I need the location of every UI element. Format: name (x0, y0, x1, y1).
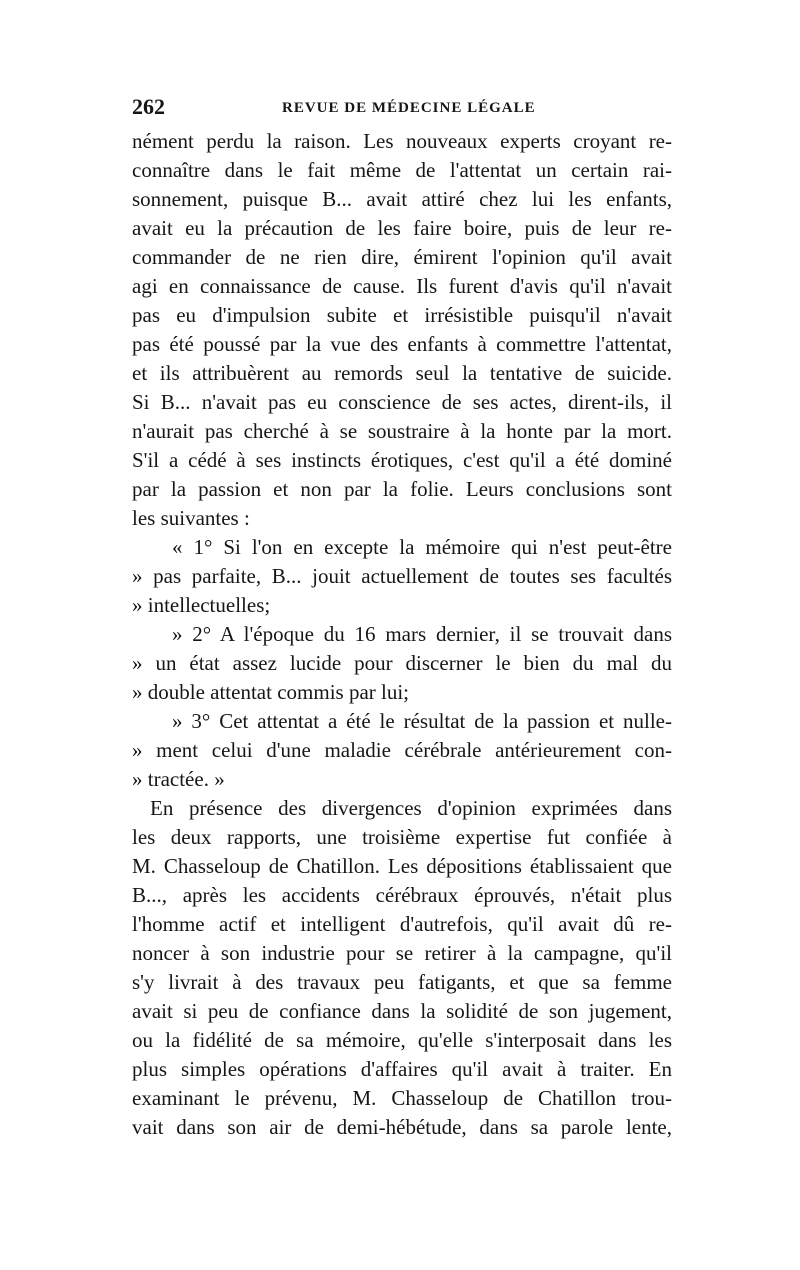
text-line: par la passion et non par la folie. Leurs conclusions sont (132, 477, 672, 501)
text-line: M. Chasseloup de Chatillon. Les dépositions établissaient que (132, 854, 672, 878)
text-line: les suivantes : (132, 506, 250, 530)
text-line: plus simples opérations d'affaires qu'il avait à traiter. En (132, 1057, 672, 1081)
text-line: commander de ne rien dire, émirent l'opinion qu'il avait (132, 245, 672, 269)
text-line: » 3° Cet attentat a été le résultat de la passion et nulle- (172, 709, 672, 733)
text-line: et ils attribuèrent au remords seul la tentative de suicide. (132, 361, 672, 385)
page-header (132, 92, 672, 126)
text-line: connaître dans le fait même de l'attentat un certain rai- (132, 158, 672, 182)
text-line: avait eu la précaution de les faire boire, puis de leur re- (132, 216, 672, 240)
text-line: examinant le prévenu, M. Chasseloup de Chatillon trou- (132, 1086, 672, 1110)
text-line: vait dans son air de demi-hébétude, dans sa parole lente, (132, 1115, 672, 1139)
text-line: » double attentat commis par lui; (132, 680, 410, 704)
text-line: B..., après les accidents cérébraux éprouvés, n'était plus (132, 883, 672, 907)
text-line: les deux rapports, une troisième expertise fut confiée à (132, 825, 672, 849)
text-line: n'aurait pas cherché à se soustraire à la honte par la mort. (132, 419, 672, 443)
page-number: 262 (132, 94, 165, 119)
body-text (132, 127, 672, 1142)
text-line: » un état assez lucide pour discerner le bien du mal du (132, 651, 672, 675)
text-line: l'homme actif et intelligent d'autrefois, qu'il avait dû re- (132, 912, 672, 936)
text-line: pas eu d'impulsion subite et irrésistible puisqu'il n'avait (132, 303, 672, 327)
text-line: pas été poussé par la vue des enfants à commettre l'attentat, (132, 332, 672, 356)
text-line: agi en connaissance de cause. Ils furent d'avis qu'il n'avait (132, 274, 672, 298)
text-line: » ment celui d'une maladie cérébrale antérieurement con- (132, 738, 672, 762)
text-line: s'y livrait à des travaux peu fatigants, et que sa femme (132, 970, 672, 994)
text-line: Si B... n'avait pas eu conscience de ses actes, dirent-ils, il (132, 390, 672, 414)
text-line: ou la fidélité de sa mémoire, qu'elle s'interposait dans les (132, 1028, 672, 1052)
text-line: » tractée. » (132, 767, 225, 791)
text-line: avait si peu de confiance dans la solidité de son jugement, (132, 999, 672, 1023)
text-line: » 2° A l'époque du 16 mars dernier, il se trouvait dans (172, 622, 672, 646)
text-line: » intellectuelles; (132, 593, 271, 617)
text-line: S'il a cédé à ses instincts érotiques, c'est qu'il a été dominé (132, 448, 672, 472)
running-head: REVUE DE MÉDECINE LÉGALE (282, 100, 536, 116)
text-line: En présence des divergences d'opinion exprimées dans (150, 796, 672, 820)
text-line: sonnement, puisque B... avait attiré chez lui les enfants, (132, 187, 672, 211)
text-line: « 1° Si l'on en excepte la mémoire qui n'est peut-être (172, 535, 672, 559)
text-line: » pas parfaite, B... jouit actuellement de toutes ses facultés (132, 564, 672, 588)
text-line: nément perdu la raison. Les nouveaux experts croyant re- (132, 129, 672, 153)
text-line: noncer à son industrie pour se retirer à la campagne, qu'il (132, 941, 672, 965)
